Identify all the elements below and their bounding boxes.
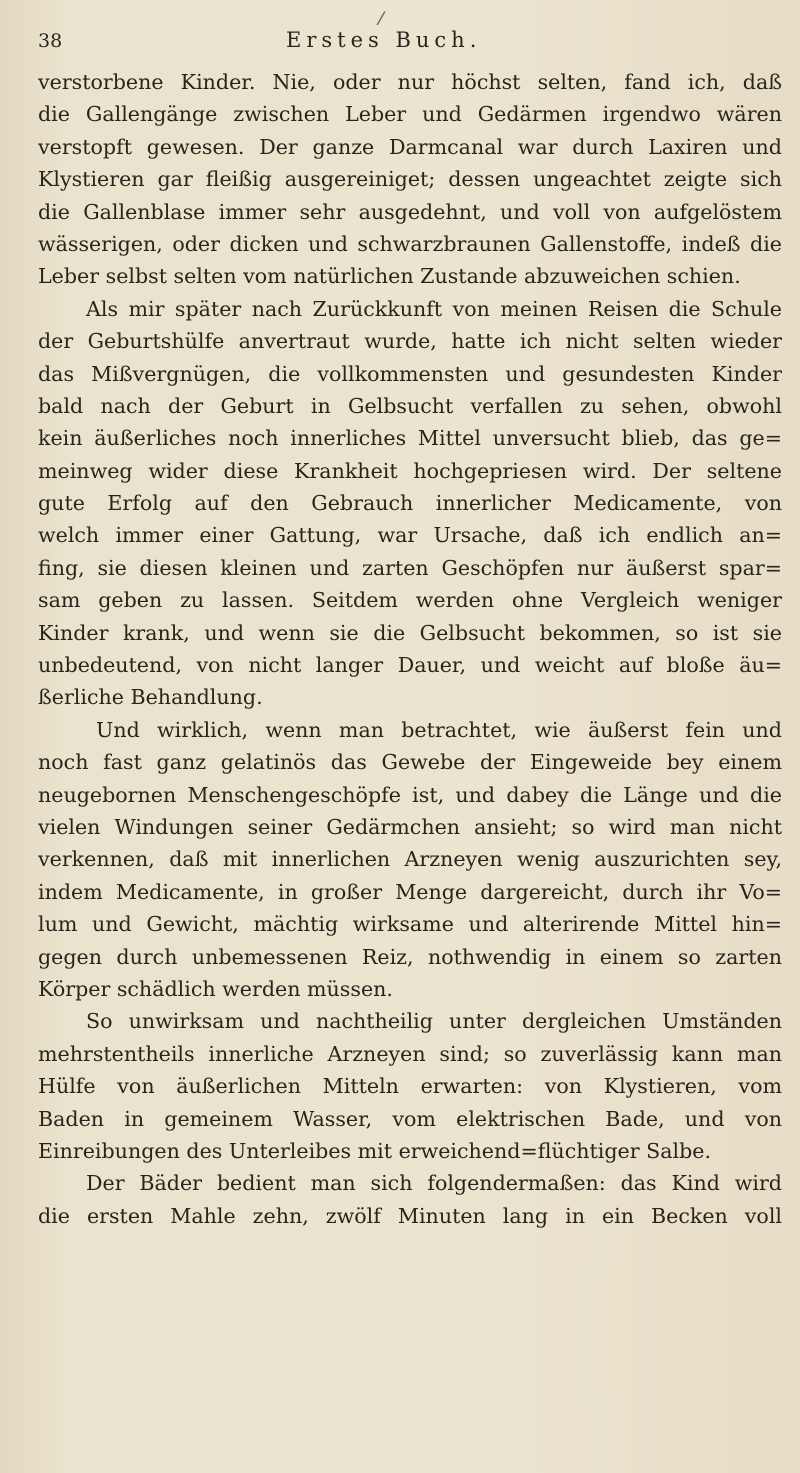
text-line: der Geburtshülfe anvertraut wurde, hatte ich nicht selten wieder [38,329,782,354]
text-line: ßerliche Behandlung. [38,685,263,710]
text-line: Leber selbst selten vom natürlichen Zustande abzuweichen schien. [38,264,741,289]
text-line: Als mir später nach Zurückkunft von meinen Reisen die Schule [86,296,782,321]
text-line: Einreibungen des Unterleibes mit erweichend=flüchtiger Salbe. [38,1138,712,1163]
text-line: die ersten Mahle zehn, zwölf Minuten lang in ein Becken voll [38,1203,782,1228]
text-line: meinweg wider diese Krankheit hochgepriesen wird. Der seltene [38,458,782,483]
text-line: die Gallenblase immer sehr ausgedehnt, und voll von aufgelöstem [38,199,782,224]
text-line: Baden in gemeinem Wasser, vom elektrischen Bade, und von [38,1106,782,1131]
text-line: sam geben zu lassen. Seitdem werden ohne Vergleich weniger [38,588,782,613]
text-line: vielen Windungen seiner Gedärmchen ansieht; so wird man nicht [38,814,782,839]
text-line: lum und Gewicht, mächtig wirksame und alterirende Mittel hin= [38,912,782,937]
text-line: fing, sie diesen kleinen und zarten Geschöpfen nur äußerst spar= [38,555,782,580]
text-line: wässerigen, oder dicken und schwarzbraunen Gallenstoffe, indeß die [38,231,782,256]
text-line: mehrstentheils innerliche Arzneyen sind; so zuverlässig kann man [38,1041,782,1066]
text-line: Körper schädlich werden müssen. [38,976,393,1001]
text-line: Klystieren gar fleißig ausgereiniget; dessen ungeachtet zeigte sich [38,167,782,192]
stray-mark: / [375,7,387,30]
text-line: noch fast ganz gelatinös das Gewebe der Eingeweide bey einem [38,750,782,775]
page-header [38,26,778,60]
text-line: gegen durch unbemessenen Reiz, nothwendig in einem so zarten [38,944,782,969]
text-line: bald nach der Geburt in Gelbsucht verfallen zu sehen, obwohl [38,393,782,418]
text-line: kein äußerliches noch innerliches Mittel unversucht blieb, das ge= [38,426,782,451]
body-text [38,66,782,1232]
text-line: So unwirksam und nachtheilig unter dergleichen Umständen [86,1009,782,1034]
text-line: unbedeutend, von nicht langer Dauer, und weicht auf bloße äu= [38,653,782,678]
text-line: Und wirklich, wenn man betrachtet, wie äußerst fein und [96,717,782,742]
text-line: gute Erfolg auf den Gebrauch innerlicher Medicamente, von [38,491,782,516]
text-line: indem Medicamente, in großer Menge dargereicht, durch ihr Vo= [38,879,782,904]
text-line: verkennen, daß mit innerlichen Arzneyen wenig auszurichten sey, [38,847,782,872]
text-line: die Gallengänge zwischen Leber und Gedärmen irgendwo wären [38,102,782,127]
text-line: Kinder krank, und wenn sie die Gelbsucht bekommen, so ist sie [38,620,782,645]
text-line: verstorbene Kinder. Nie, oder nur höchst selten, fand ich, daß [38,70,782,94]
text-line: neugebornen Menschengeschöpfe ist, und dabey die Länge und die [38,782,782,807]
text-line: Hülfe von äußerlichen Mitteln erwarten: von Klystieren, vom [38,1074,782,1099]
page-number: 38 [38,30,63,52]
running-title: Erstes Buch. [286,28,482,52]
text-line: Der Bäder bedient man sich folgendermaßen: das Kind wird [86,1171,782,1196]
text-line: verstopft gewesen. Der ganze Darmcanal war durch Laxiren und [38,134,782,159]
text-line: welch immer einer Gattung, war Ursache, daß ich endlich an= [38,523,782,548]
text-line: das Mißvergnügen, die vollkommensten und gesundesten Kinder [38,361,782,386]
